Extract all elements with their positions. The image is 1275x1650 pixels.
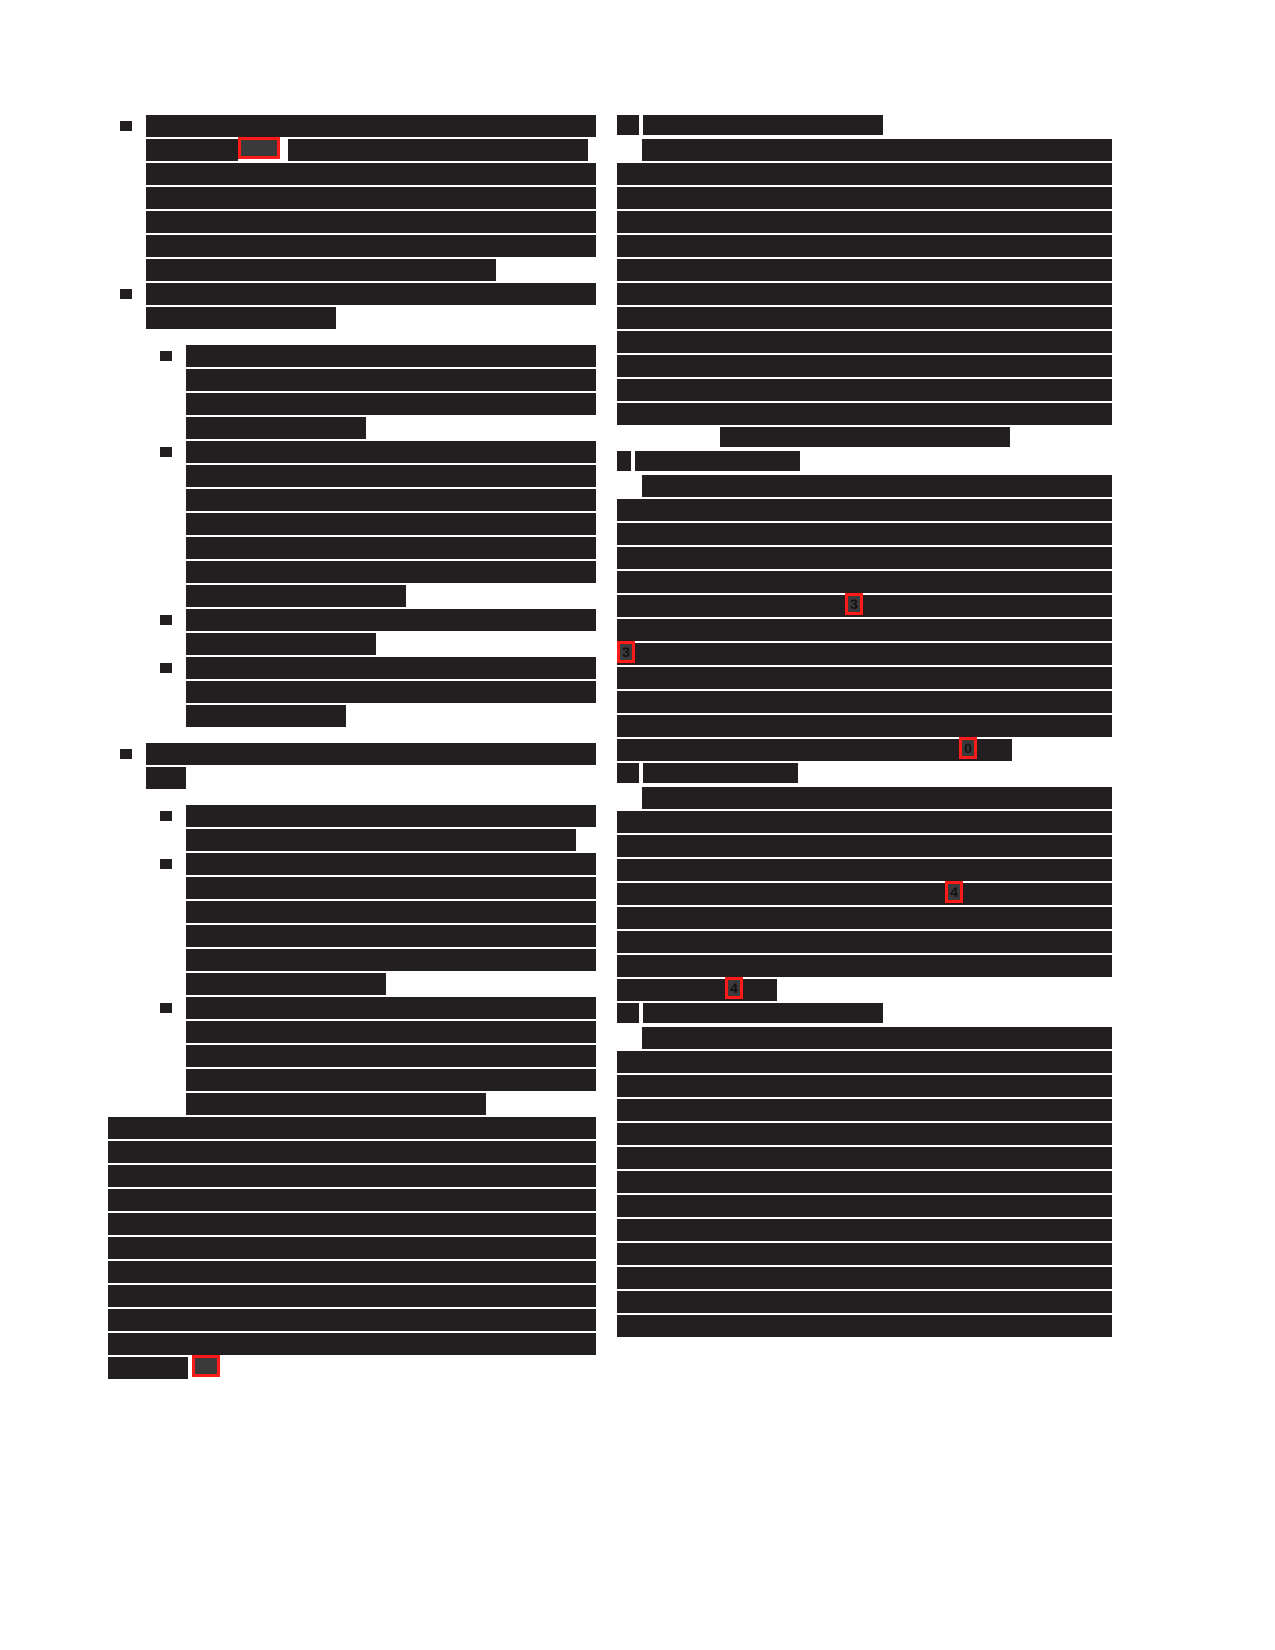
text-line bbox=[617, 259, 1112, 281]
text-line bbox=[108, 561, 596, 583]
text-line bbox=[617, 979, 1112, 1001]
text-line bbox=[617, 187, 1112, 209]
bullet-icon bbox=[160, 351, 172, 361]
text-line bbox=[108, 211, 596, 233]
text-line bbox=[617, 1291, 1112, 1313]
subsection-heading-b bbox=[617, 763, 1112, 785]
text-line bbox=[617, 1171, 1112, 1193]
bullet-icon bbox=[160, 615, 172, 625]
text-line bbox=[617, 835, 1112, 857]
text-line bbox=[108, 1117, 596, 1139]
text-line bbox=[108, 901, 596, 923]
text-line bbox=[108, 1093, 596, 1115]
text-line bbox=[108, 1333, 596, 1355]
text-line bbox=[617, 715, 1112, 737]
text-line bbox=[617, 931, 1112, 953]
text-line bbox=[108, 853, 596, 875]
text-line bbox=[617, 283, 1112, 305]
text-line bbox=[617, 1315, 1112, 1337]
text-line bbox=[617, 1075, 1112, 1097]
text-line bbox=[617, 1267, 1112, 1289]
text-line bbox=[617, 547, 1112, 569]
left-column bbox=[108, 115, 596, 1381]
section-heading bbox=[617, 1003, 1112, 1025]
text-line bbox=[108, 949, 596, 971]
text-line bbox=[617, 139, 1112, 161]
text-line bbox=[108, 513, 596, 535]
text-line bbox=[108, 163, 596, 185]
text-line bbox=[108, 1165, 596, 1187]
text-line bbox=[617, 1195, 1112, 1217]
bullet-icon bbox=[120, 121, 132, 131]
citation-marker[interactable]: 0 bbox=[959, 737, 977, 759]
text-line bbox=[108, 609, 596, 631]
text-line bbox=[617, 1243, 1112, 1265]
subsection-heading-a bbox=[617, 451, 1112, 473]
bullet-icon bbox=[160, 447, 172, 457]
text-line bbox=[617, 1147, 1112, 1169]
bullet-icon bbox=[160, 663, 172, 673]
text-line bbox=[617, 883, 1112, 905]
text-line bbox=[617, 571, 1112, 593]
text-line bbox=[617, 379, 1112, 401]
text-line bbox=[617, 1219, 1112, 1241]
text-line bbox=[617, 787, 1112, 809]
text-line bbox=[617, 1051, 1112, 1073]
text-line bbox=[108, 1237, 596, 1259]
text-line bbox=[617, 1123, 1112, 1145]
text-line bbox=[108, 767, 596, 789]
citation-marker[interactable]: 4 bbox=[725, 977, 743, 999]
text-line bbox=[617, 739, 1112, 761]
text-line bbox=[617, 163, 1112, 185]
text-line bbox=[617, 667, 1112, 689]
right-column bbox=[617, 115, 1112, 1339]
text-line bbox=[617, 403, 1112, 425]
text-line bbox=[108, 187, 596, 209]
text-line bbox=[617, 643, 1112, 665]
text-line bbox=[108, 705, 596, 727]
citation-marker[interactable]: 3 bbox=[845, 593, 863, 615]
text-line bbox=[617, 1099, 1112, 1121]
text-line bbox=[108, 585, 596, 607]
text-line bbox=[108, 307, 596, 329]
text-line bbox=[108, 441, 596, 463]
bullet-icon bbox=[120, 749, 132, 759]
citation-marker[interactable]: 3 bbox=[617, 641, 635, 663]
text-line bbox=[108, 139, 596, 161]
citation-marker[interactable] bbox=[238, 137, 280, 159]
text-line bbox=[108, 743, 596, 765]
text-line bbox=[108, 417, 596, 439]
text-line bbox=[108, 1189, 596, 1211]
text-line bbox=[108, 489, 596, 511]
bullet-icon bbox=[120, 289, 132, 299]
text-line bbox=[617, 475, 1112, 497]
text-line bbox=[617, 331, 1112, 353]
text-line bbox=[108, 657, 596, 679]
section-heading bbox=[617, 115, 1112, 137]
text-line bbox=[108, 345, 596, 367]
text-line bbox=[617, 859, 1112, 881]
citation-marker[interactable]: 4 bbox=[945, 881, 963, 903]
text-line bbox=[108, 681, 596, 703]
text-line bbox=[617, 619, 1112, 641]
text-line bbox=[617, 211, 1112, 233]
text-line bbox=[108, 877, 596, 899]
text-line bbox=[108, 1357, 596, 1379]
text-line bbox=[617, 691, 1112, 713]
text-line bbox=[617, 523, 1112, 545]
text-line bbox=[617, 907, 1112, 929]
text-line bbox=[617, 955, 1112, 977]
bullet-icon bbox=[160, 1003, 172, 1013]
text-line bbox=[108, 1261, 596, 1283]
text-line bbox=[108, 997, 596, 1019]
section-heading-centered bbox=[617, 427, 1112, 449]
text-line bbox=[108, 465, 596, 487]
text-line bbox=[108, 633, 596, 655]
text-line bbox=[108, 283, 596, 305]
bullet-icon bbox=[160, 811, 172, 821]
text-line bbox=[617, 811, 1112, 833]
text-line bbox=[108, 1285, 596, 1307]
text-line bbox=[108, 829, 596, 851]
text-line bbox=[108, 259, 596, 281]
text-line bbox=[108, 805, 596, 827]
text-line bbox=[617, 307, 1112, 329]
text-line bbox=[108, 393, 596, 415]
text-line bbox=[108, 1141, 596, 1163]
text-line bbox=[108, 235, 596, 257]
text-line bbox=[108, 115, 596, 137]
text-line bbox=[108, 1021, 596, 1043]
text-line bbox=[617, 499, 1112, 521]
text-line bbox=[108, 537, 596, 559]
text-line bbox=[108, 1045, 596, 1067]
text-line bbox=[108, 1069, 596, 1091]
text-line bbox=[617, 595, 1112, 617]
text-line bbox=[108, 973, 596, 995]
text-line bbox=[108, 925, 596, 947]
text-line bbox=[617, 235, 1112, 257]
bullet-icon bbox=[160, 859, 172, 869]
text-line bbox=[617, 355, 1112, 377]
citation-marker[interactable] bbox=[192, 1355, 220, 1377]
text-line bbox=[108, 1213, 596, 1235]
text-line bbox=[108, 1309, 596, 1331]
text-line bbox=[617, 1027, 1112, 1049]
text-line bbox=[108, 369, 596, 391]
